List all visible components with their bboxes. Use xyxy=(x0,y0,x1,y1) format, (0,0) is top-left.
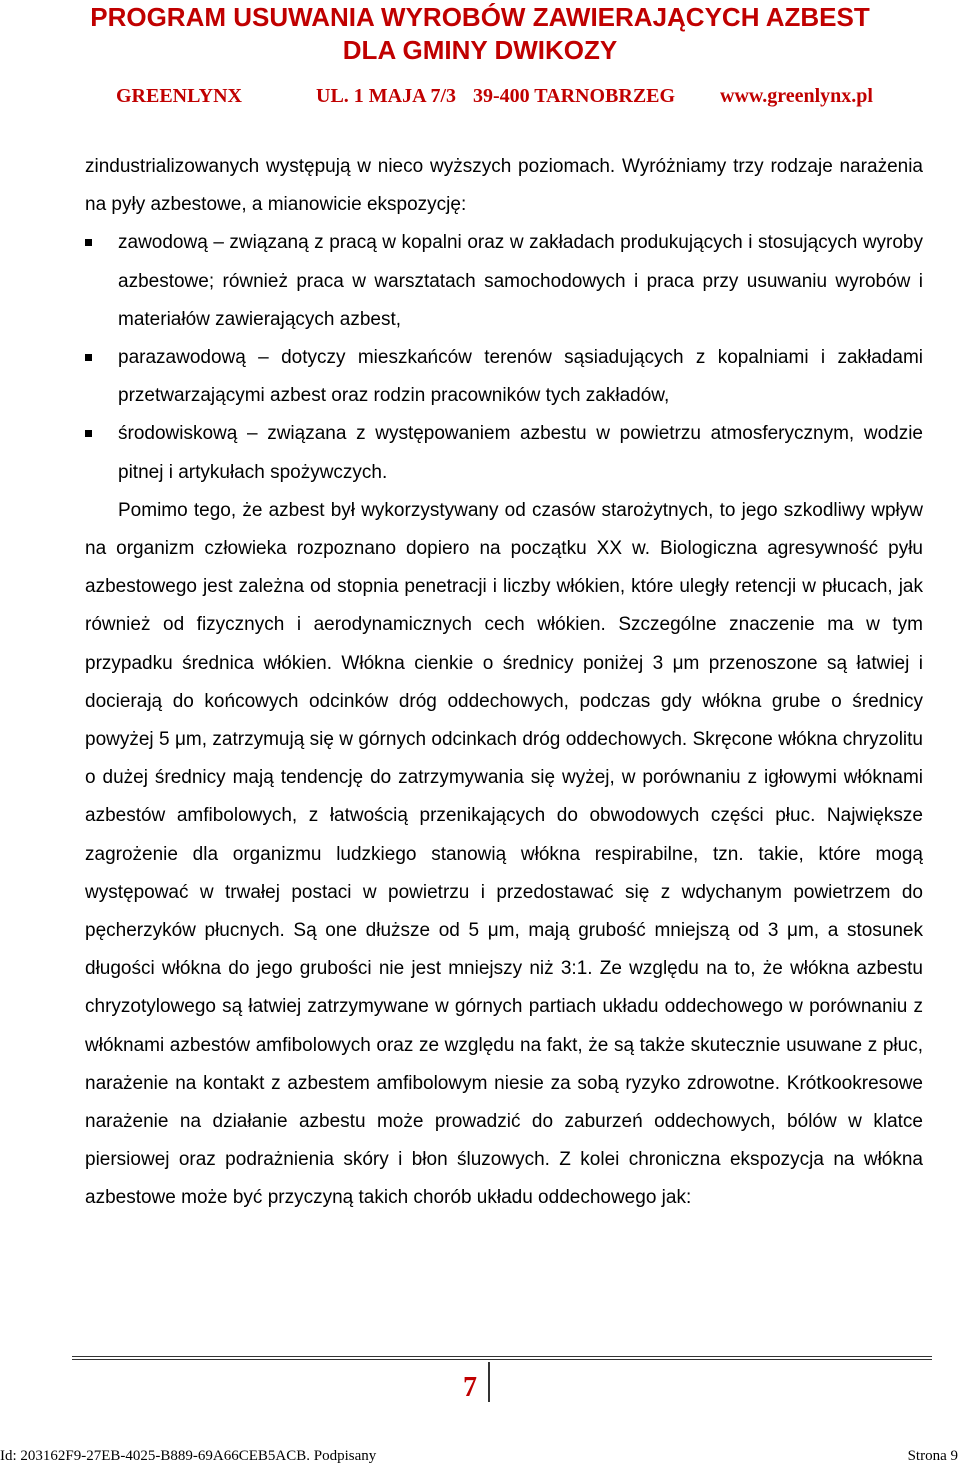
company-website[interactable]: www.greenlynx.pl xyxy=(720,85,873,107)
list-item xyxy=(85,339,923,415)
page-number: 7 xyxy=(463,1372,477,1403)
list-item xyxy=(85,224,923,339)
exposure-text: zawodową – związaną z pracą w kopalni oraz w zakładach produkujących i stosujących wyroby azbestowe; również praca w warsztatach samochodowych i praca przy usuwaniu wyrobów i materiałów zawierających azbest, xyxy=(118,232,923,330)
exposure-text: parazawodową – dotyczy mieszkańców terenów sąsiadujących z kopalniami i zakładami przetwarzającymi azbest oraz rodzin pracowników tych zakładów, xyxy=(118,347,923,407)
company-name: GREENLYNX xyxy=(116,85,242,107)
intro-paragraph: zindustrializowanych występują w nieco wyższych poziomach. Wyróżniamy trzy rodzaje narażenia na pyły azbestowe, a mianowicie ekspozycję: xyxy=(85,156,923,216)
company-street: UL. 1 MAJA 7/3 xyxy=(316,85,456,107)
square-bullet-icon xyxy=(85,430,92,437)
main-paragraph: Pomimo tego, że azbest był wykorzystywany od czasów starożytnych, to jego szkodliwy wpływ na organizm człowieka rozpoznano dopiero na początku XX w. Biologiczna agresywność pyłu azbestowego jest zależna od stopnia penetracji i liczby włókien, które uległy retencji w płucach, jak również od fizycznych i aerodynamicznych cech włókien. Szczególne znaczenie ma w tym przypadku średnica włókien. Włókna cienkie o średnicy poniżej 3 μm przenoszone są łatwiej i docierają do końcowych odcinków dróg oddechowych, podczas gdy włókna grube o średnicy powyżej 5 μm, zatrzymują się w górnych odcinkach dróg oddechowych. Skręcone włókna chryzolitu o dużej średnicy mają tendencję do zatrzymywania się wyżej, w porównaniu z igłowymi włóknami azbestów amfibolowych, z łatwością przenikających do obwodowych części płuc. Największe zagrożenie dla organizmu ludzkiego stanowią włókna respirabilne, tzn. takie, które mogą występować w trwałej postaci w powietrzu i przedostawać się z wdychanym powietrzem do pęcherzyków płucnych. Są one dłuższe od 5 μm, mają grubość mniejszą od 3 μm, a stosunek długości włókna do jego grubości nie jest mniejszy niż 3:1. Ze względu na to, że włókna azbestu chryzotylowego są łatwiej zatrzymywane w górnych partiach układu oddechowego w porównaniu z włóknami azbestów amfibolowych oraz ze względu na fakt, że są także skutecznie usuwane z płuc, narażenie na kontakt z azbestem amfibolowym niesie za sobą ryzyko zdrowotne. Krótkookresowe narażenie na działanie azbestu może prowadzić do zaburzeń oddechowych, bólów w klatce piersiowej oraz podrażnienia skóry i błon śluzowych. Z kolei chroniczna ekspozycja na włókna azbestowe może być przyczyną takich chorób układu oddechowego jak: xyxy=(85,499,923,1209)
footer-divider xyxy=(72,1359,932,1360)
document-body xyxy=(85,148,923,1218)
page-number-divider xyxy=(488,1362,490,1402)
page-label: Strona 9 xyxy=(907,1448,958,1464)
company-city: 39-400 TARNOBRZEG xyxy=(473,85,676,107)
square-bullet-icon xyxy=(85,354,92,361)
document-title: PROGRAM USUWANIA WYROBÓW ZAWIERAJĄCYCH AZBEST xyxy=(90,2,870,32)
exposure-text: środowiskową – związana z występowaniem azbestu w powietrzu atmosferycznym, wodzie pitnej i artykułach spożywczych. xyxy=(118,423,923,483)
document-subtitle: DLA GMINY DWIKOZY xyxy=(342,35,618,65)
footer-divider xyxy=(72,1356,932,1357)
exposure-list xyxy=(85,224,923,491)
list-item xyxy=(85,415,923,491)
document-id: Id: 203162F9-27EB-4025-B889-69A66CEB5ACB. Podpisany xyxy=(0,1448,377,1464)
square-bullet-icon xyxy=(85,239,92,246)
